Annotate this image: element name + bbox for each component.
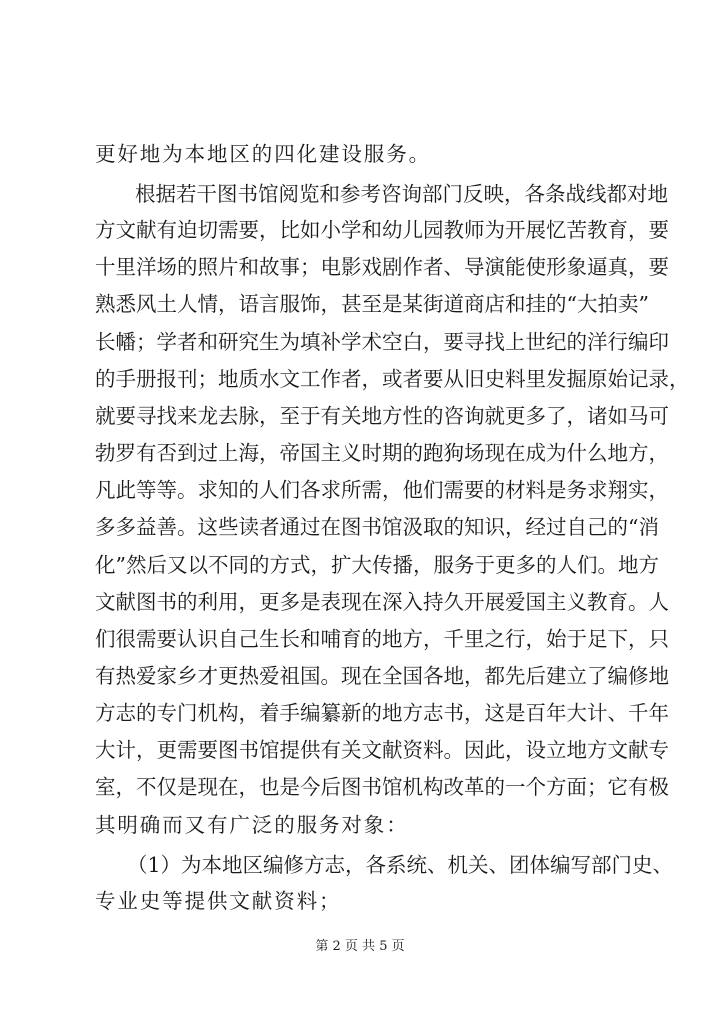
text-line: 长幡；学者和研究生为填补学术空白，要寻找上世纪的洋行编印 <box>95 330 669 354</box>
text-line: 勃罗有否到过上海，帝国主义时期的跑狗场现在成为什么地方， <box>95 441 669 465</box>
text-line: 文献图书的利用，更多是表现在深入持久开展爱国主义教育。人 <box>95 590 669 614</box>
text-line: 专业史等提供文献资料； <box>95 889 342 913</box>
text-line: 凡此等等。求知的人们各求所需，他们需要的材料是务求翔实， <box>95 478 669 502</box>
text-line: 十里洋场的照片和故事；电影戏剧作者、导演能使形象逼真，要 <box>95 255 669 279</box>
text-line: 的手册报刊；地质水文工作者，或者要从旧史料里发掘原始记录， <box>95 367 690 391</box>
text-line: 大计，更需要图书馆提供有关文献资料。因此，设立地方文献专 <box>95 738 669 762</box>
text-line: 就要寻找来龙去脉，至于有关地方性的咨询就更多了，诸如马可 <box>95 404 669 428</box>
text-line: 方文献有迫切需要，比如小学和幼儿园教师为开展忆苦教育，要 <box>95 218 669 242</box>
text-line: 更好地为本地区的四化建设服务。 <box>95 142 431 166</box>
text-line: 有热爱家乡才更热爱祖国。现在全国各地，都先后建立了编修地 <box>95 664 669 688</box>
text-line: 熟悉风土人情，语言服饰，甚至是某街道商店和挂的“大拍卖” <box>95 292 649 316</box>
list-item-line: （1）为本地区编修方志，各系统、机关、团体编写部门史、 <box>127 853 674 877</box>
text-line: 其明确而又有广泛的服务对象： <box>95 813 409 837</box>
text-line: 室，不仅是现在，也是今后图书馆机构改革的一个方面；它有极 <box>95 775 669 799</box>
text-line: 化”然后又以不同的方式，扩大传播，服务于更多的人们。地方 <box>95 553 659 577</box>
paragraph-first-line: 根据若干图书馆阅览和参考咨询部门反映，各条战线都对地 <box>135 182 668 206</box>
text-line: 们很需要认识自己生长和哺育的地方，千里之行，始于足下，只 <box>95 627 669 651</box>
text-line: 多多益善。这些读者通过在图书馆汲取的知识，经过自己的“消 <box>95 515 659 539</box>
page-number-footer: 第 2 页 共 5 页 <box>315 939 405 954</box>
text-line: 方志的专门机构，着手编纂新的地方志书，这是百年大计、千年 <box>95 701 669 725</box>
